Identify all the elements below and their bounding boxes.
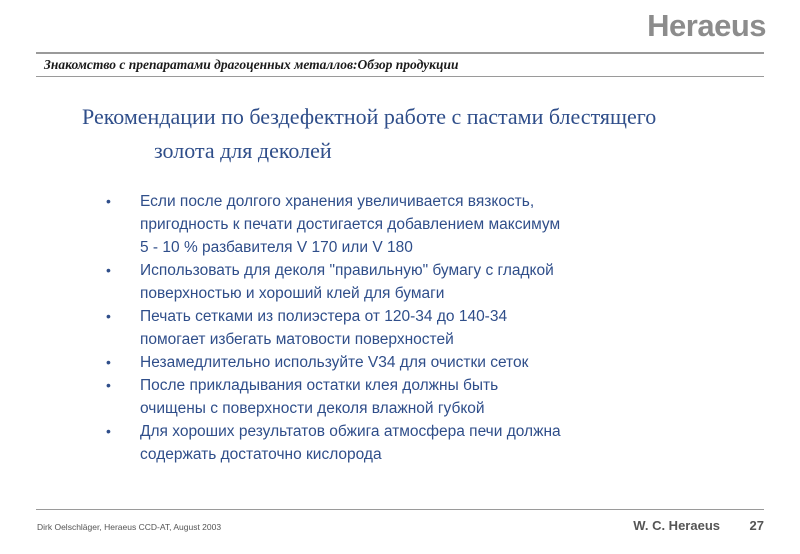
bullet-marker: • bbox=[106, 193, 111, 209]
bullet-line: После прикладывания остатки клея должны быть bbox=[140, 377, 499, 394]
bullet-line: Если после долгого хранения увеличивается вязкость, bbox=[140, 193, 535, 210]
bullet-item bbox=[104, 420, 724, 466]
bullet-marker: • bbox=[106, 262, 111, 278]
bullet-marker: • bbox=[106, 423, 111, 439]
footer-divider bbox=[36, 509, 764, 510]
header-divider bbox=[36, 52, 764, 54]
footer-author: Dirk Oelschläger, Heraeus CCD-AT, August 2003 bbox=[37, 522, 222, 532]
bullet-item bbox=[104, 351, 724, 374]
bullet-line: 5 - 10 % разбавителя V 170 или V 180 bbox=[140, 239, 413, 256]
subtitle-divider bbox=[36, 76, 764, 77]
bullet-line: очищены с поверхности деколя влажной губкой bbox=[140, 400, 485, 417]
bullet-marker: • bbox=[106, 354, 111, 370]
bullet-list bbox=[104, 190, 724, 466]
bullet-line: поверхностью и хороший клей для бумаги bbox=[140, 285, 445, 302]
slide-title-line-1: Рекомендации по бездефектной работе с пастами блестящего bbox=[82, 104, 657, 129]
slide-title bbox=[82, 100, 782, 168]
bullet-line: пригодность к печати достигается добавлением максимум bbox=[140, 216, 561, 233]
bullet-marker: • bbox=[106, 308, 111, 324]
bullet-line: Для хороших результатов обжига атмосфера печи должна bbox=[140, 423, 561, 440]
page-number: 27 bbox=[749, 518, 764, 533]
section-subtitle: Знакомство с препаратами драгоценных металлов:Обзор продукции bbox=[44, 57, 459, 72]
bullet-item bbox=[104, 305, 724, 351]
bullet-line: помогает избегать матовости поверхностей bbox=[140, 331, 454, 348]
slide-title-line-2: золота для деколей bbox=[154, 138, 332, 163]
bullet-line: содержать достаточно кислорода bbox=[140, 446, 382, 463]
bullet-marker: • bbox=[106, 377, 111, 393]
bullet-line: Печать сетками из полиэстера от 120-34 до 140-34 bbox=[140, 308, 508, 325]
bullet-item bbox=[104, 190, 724, 259]
bullet-line: Использовать для деколя "правильную" бумагу с гладкой bbox=[140, 262, 554, 279]
bullet-item bbox=[104, 259, 724, 305]
bullet-item bbox=[104, 374, 724, 420]
heraeus-logo: Heraeus bbox=[647, 8, 766, 43]
footer-company: W. C. Heraeus bbox=[633, 518, 720, 533]
bullet-line: Незамедлительно используйте V34 для очистки сеток bbox=[140, 354, 529, 371]
